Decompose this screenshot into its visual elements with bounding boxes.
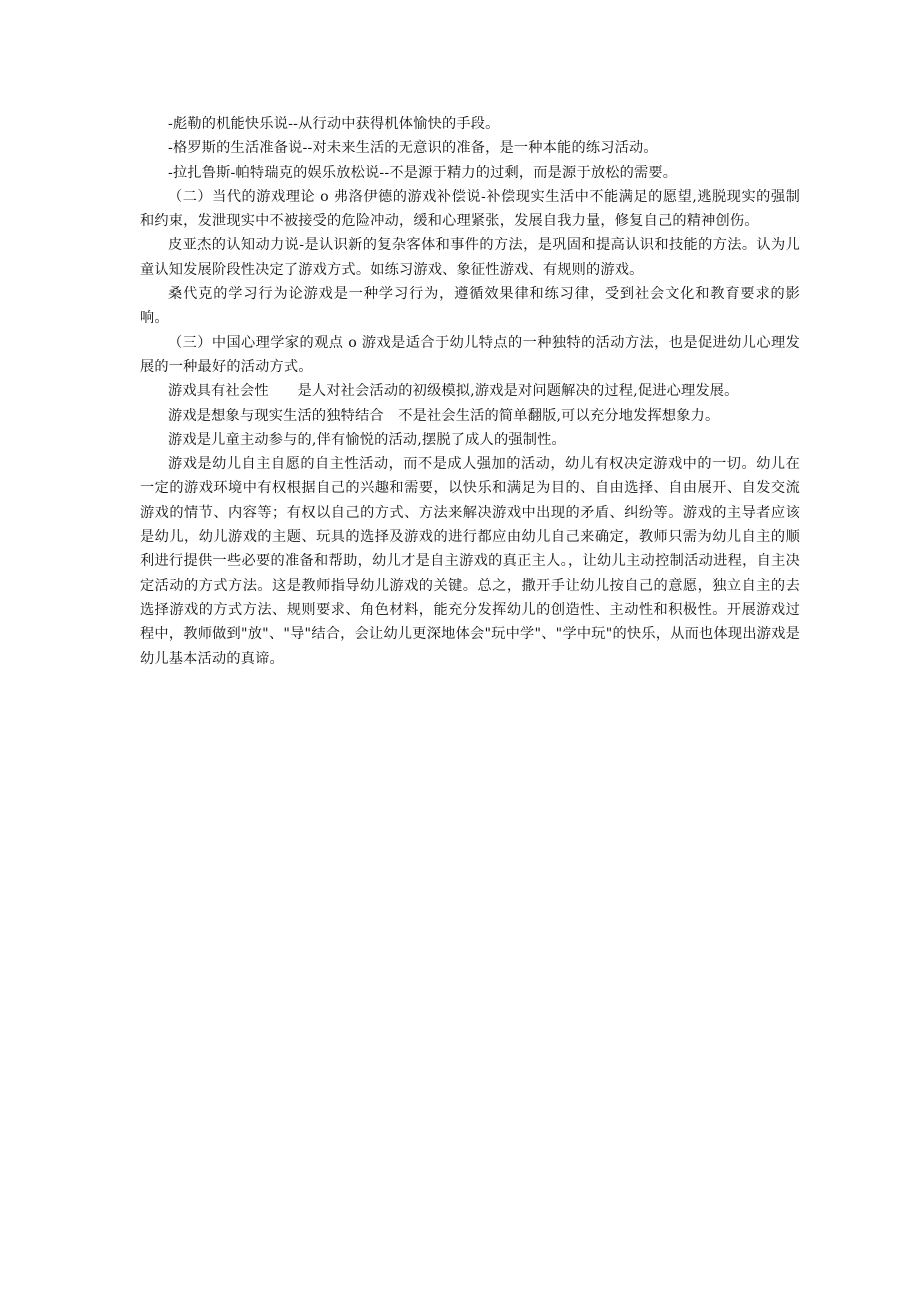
paragraph-groos-theory: -格罗斯的生活准备说--对未来生活的无意识的准备，是一种本能的练习活动。 <box>168 140 658 157</box>
document-body <box>140 112 800 671</box>
paragraph-lazarus-theory: -拉扎鲁斯-帕特瑞克的娱乐放松说--不是源于精力的过剩，而是源于放松的需要。 <box>168 164 678 181</box>
paragraph-thorndike-theory: 桑代克的学习行为论游戏是一种学习行为，遵循效果律和练习律，受到社会文化和教育要求的影响。 <box>140 286 800 327</box>
paragraph-buhler-theory: -彪勒的机能快乐说--从行动中获得机体愉快的手段。 <box>168 116 500 132</box>
paragraph-piaget-theory: 皮亚杰的认知动力说-是认识新的复杂客体和事件的方法，是巩固和提高认识和技能的方法。认为儿童认知发展阶段性决定了游戏方式。如练习游戏、象征性游戏、有规则的游戏。 <box>140 237 800 278</box>
paragraph-social-nature: 游戏具有社会性 是人对社会活动的初级模拟,游戏是对问题解决的过程,促进心理发展。 <box>168 383 739 400</box>
paragraph-contemporary-theories: （二）当代的游戏理论 o 弗洛伊德的游戏补偿说-补偿现实生活中不能满足的愿望,逃脱现实的强制和约束，发泄现实中不被接受的危险冲动，缓和心理紧张，发展自我力量，修复自己的精神创伤。 <box>140 188 800 230</box>
paragraph-imagination: 游戏是想象与现实生活的独特结合 不是社会生活的简单翻版,可以充分地发挥想象力。 <box>168 407 720 424</box>
paragraph-chinese-psychologists: （三）中国心理学家的观点 o 游戏是适合于幼儿特点的一种独特的活动方法，也是促进幼儿心理发展的一种最好的活动方式。 <box>140 334 800 375</box>
paragraph-autonomous-play: 游戏是幼儿自主自愿的自主性活动，而不是成人强加的活动，幼儿有权决定游戏中的一切。幼儿在一定的游戏环境中有权根据自己的兴趣和需要，以快乐和满足为目的、自由选择、自由展开、自发交流游戏的情节、内容等；有权以自己的方式、方法来解决游戏中出现的矛盾、纠纷等。游戏的主导者应该是幼儿，幼儿游戏的主题、玩具的选择及游戏的进行都应由幼儿自己来确定，教师只需为幼儿自主的顺利进行提供一些必要的准备和帮助，幼儿才是自主游戏的真正主人。，让幼儿主动控制活动进程，自主决定活动的方式方法。这是教师指导幼儿游戏的关键。总之，撒开手让幼儿按自己的意愿，独立自主的去选择游戏的方式方法、规则要求、角色材料，能充分发挥幼儿的创造性、主动性和积极性。开展游戏过程中，教师做到"放"、"导"结合，会让幼儿更深地体会"玩中学"、"学中玩"的快乐，从而也体现出游戏是幼儿基本活动的真谛。 <box>140 456 800 667</box>
paragraph-active-participation: 游戏是儿童主动参与的,伴有愉悦的活动,摆脱了成人的强制性。 <box>168 431 566 448</box>
